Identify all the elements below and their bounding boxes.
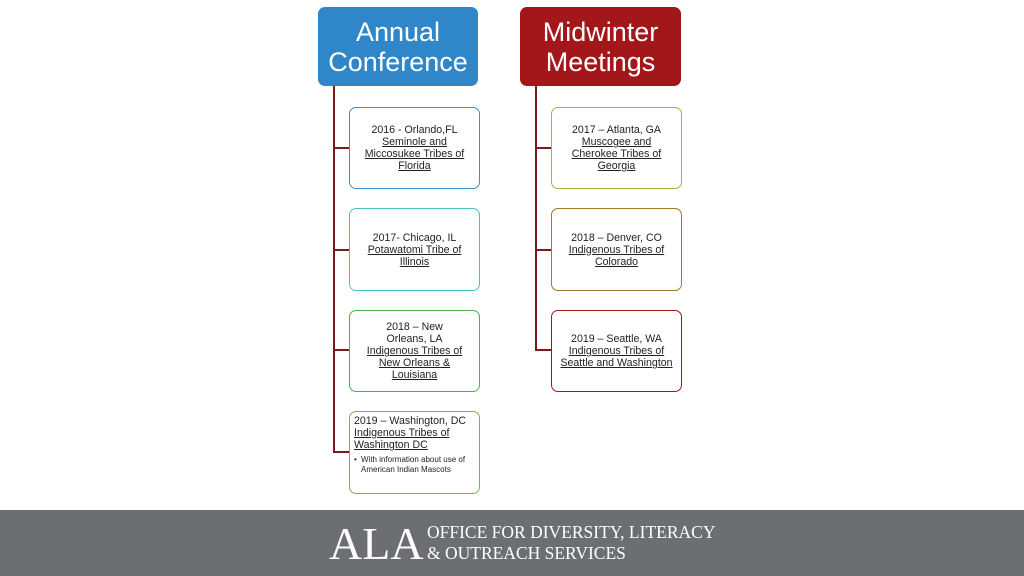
- midwinter-item-2017-link-2[interactable]: Cherokee Tribes of: [571, 148, 662, 160]
- office-name: [427, 522, 715, 564]
- annual-branch-3: [333, 349, 349, 351]
- annual-item-2016-link-2[interactable]: Miccosukee Tribes of: [364, 148, 465, 160]
- annual-conference-header: [318, 7, 478, 86]
- annual-item-2017-link-2[interactable]: Illinois: [399, 255, 430, 268]
- office-name-line2: & OUTREACH SERVICES: [427, 543, 626, 563]
- annual-item-2019-link-1[interactable]: Indigenous Tribes of: [354, 427, 450, 439]
- midwinter-branch-3: [535, 349, 551, 351]
- office-name-line1: OFFICE FOR DIVERSITY, LITERACY: [427, 522, 716, 542]
- midwinter-item-2019-link-1[interactable]: Indigenous Tribes of: [568, 345, 665, 357]
- midwinter-item-2017-link-3[interactable]: Georgia: [597, 160, 636, 172]
- annual-title-line1: Annual: [355, 16, 441, 47]
- midwinter-item-2017-location: 2017 – Atlanta, GA: [572, 124, 661, 136]
- annual-item-2018-link-1[interactable]: Indigenous Tribes of: [366, 345, 463, 357]
- annual-item-2016-location: 2016 - Orlando,FL: [371, 124, 458, 136]
- annual-item-2019-link-2[interactable]: Washington DC: [354, 439, 428, 451]
- annual-item-2019-note-text: With information about use of American Indian Mascots: [361, 455, 466, 474]
- midwinter-trunk-line: [535, 86, 537, 351]
- annual-item-2017-link-1[interactable]: Potawatomi Tribe of: [367, 243, 462, 256]
- annual-item-2016-link-1[interactable]: Seminole and: [382, 136, 447, 148]
- midwinter-item-2018-location: 2018 – Denver, CO: [571, 231, 662, 244]
- annual-branch-2: [333, 249, 349, 251]
- midwinter-title-line1: Midwinter: [542, 16, 659, 47]
- annual-title-line2: Conference: [328, 46, 468, 77]
- annual-item-2018-link-3[interactable]: Louisiana: [391, 369, 438, 381]
- ala-logo-text: ALA: [329, 518, 424, 569]
- midwinter-meetings-header: [520, 7, 681, 86]
- annual-item-2018-location: 2018 – New Orleans, LA: [386, 321, 443, 345]
- annual-item-2019: [349, 411, 480, 494]
- midwinter-branch-1: [535, 147, 551, 149]
- midwinter-item-2019-link-2[interactable]: Seattle and Washington: [560, 357, 673, 369]
- midwinter-item-2017: [551, 107, 682, 189]
- midwinter-item-2019-location: 2019 – Seattle, WA: [571, 333, 662, 345]
- bullet-icon: •: [354, 455, 357, 464]
- midwinter-item-2018-link-2[interactable]: Colorado: [595, 255, 638, 268]
- annual-item-2016-link-3[interactable]: Florida: [398, 160, 431, 172]
- midwinter-item-2017-link-1[interactable]: Muscogee and: [581, 136, 652, 148]
- midwinter-item-2018: [551, 208, 682, 291]
- annual-item-2016: [349, 107, 480, 189]
- midwinter-item-2019: [551, 310, 682, 392]
- annual-branch-4: [333, 451, 349, 453]
- annual-item-2018-link-2[interactable]: New Orleans &: [378, 357, 451, 369]
- midwinter-item-2018-link-1[interactable]: Indigenous Tribes of: [568, 243, 665, 256]
- annual-item-2017-location: 2017- Chicago, IL: [372, 231, 457, 244]
- annual-trunk-line: [333, 86, 335, 452]
- annual-item-2017: [349, 208, 480, 291]
- annual-item-2019-location: 2019 – Washington, DC: [354, 415, 467, 427]
- annual-branch-1: [333, 147, 349, 149]
- annual-item-2019-note: [354, 455, 473, 474]
- midwinter-title-line2: Meetings: [545, 46, 656, 77]
- midwinter-branch-2: [535, 249, 551, 251]
- annual-item-2018: [349, 310, 480, 392]
